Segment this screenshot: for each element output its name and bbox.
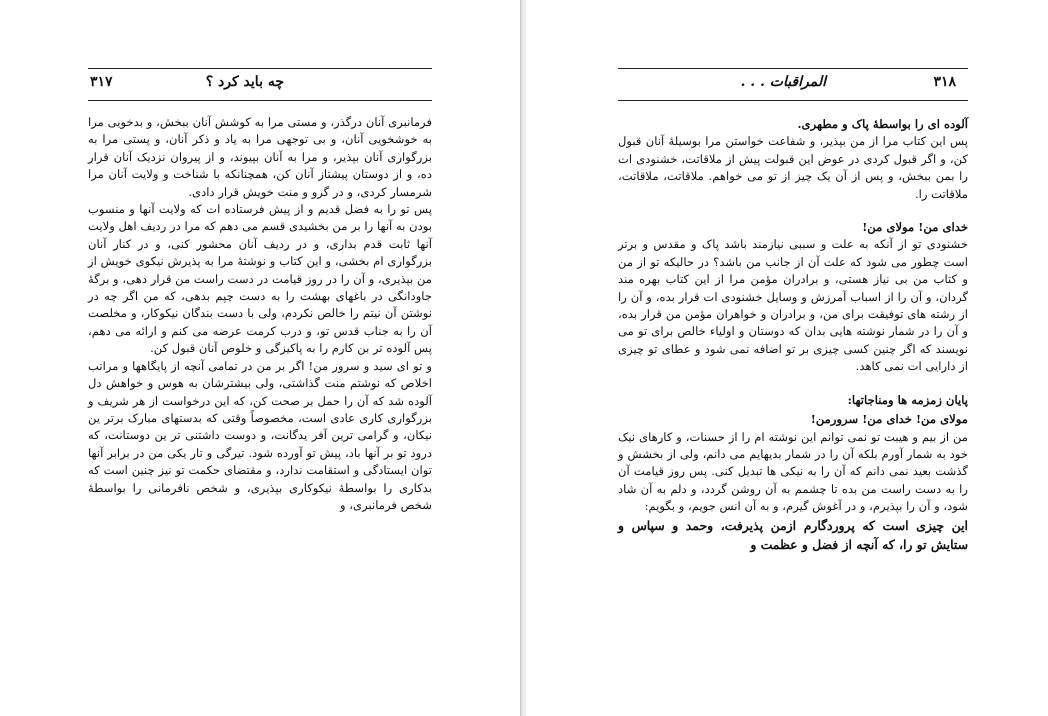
running-header: المراقبات . . . <box>740 74 826 90</box>
header-bottom-rule <box>618 100 968 101</box>
paragraph: خشنودی تو از آنکه به علت و سببی نیازمند باشد پاک و مقدس و برتر است چطور می شود که علت آن از جانب من باشد؟ در حالیکه تو از من و کتاب من بی نیاز هستی، و برادران مؤمن مرا از این کتاب بهره مند گردان، و آن را از اسباب آمرزش و وسایل خشنودی ات قرار بده، و آن را از رشته های توفیقت برای من، و برادران و خواهران مؤمن من قرار بده، و آن را در شمار نوشته هایی بدان که دوستان و اولیاء خالص برای تو می نویسند که اگر چنین کسی چیزی بر تو اضافه نمی شود و عطای تو چیزی از دارایی ات نمی کاهد. <box>618 237 968 374</box>
paragraph: من از بیم و هیبت تو نمی توانم این نوشته ام را از حسنات، و کارهای نیک خود به شمار آورم بلکه آن را در شمار بدیهایم می دانم، ولی از بخشش و گذشت بعید نمی دانم که آن را به نیکی ها تبدیل کنی. پس روز قیامت آن را به دست راست من بده تا چشمم به آن روشن گردد، و دلم به آن شاد شود، و آن را بپذیرم، و در آغوش گیرم، و به آن انس جویم، و بگویم: <box>618 429 968 514</box>
right-page <box>526 0 1048 716</box>
paragraph: فرمانبری آنان درگذر، و مستی مرا به کوشش آنان ببخش، و بدخویی مرا به خوشخویی آنان، و بی توجهی مرا به یاد و ذکر آنان، و پستی مرا به بزرگواری آنان بپذیر، و مرا به آنان بپیوند، و از پیروان نزدیک آنان قرار ده، و از دوستان پیشتاز آنان کن، همچنانکه با شناخت و ولایت آنان مرا شرمسار کردی، و در گرو و منت خویش قرار دادی. <box>88 115 432 199</box>
header-bottom-rule <box>88 100 432 101</box>
header-top-rule <box>618 68 968 69</box>
page-number: ۳۱۸ <box>933 74 956 90</box>
page-body <box>618 114 968 554</box>
paragraph: و تو ای سید و سرور من! اگر بر من در تمامی آنچه از پایگاهها و مراتب اخلاص که نوشتم منت گذاشتی، ولی بیشترشان به هوس و خواهش دل آلوده شد که آن را حمل بر صحت کن، که این درخواست از هر شریف و بزرگواری کاری عادی است، مخصوصاً وقتی که بدستهای مبارک برتر ین نیکان، و گرامی ترین آفر یدگانت، و دوست داشتنی تر ین دوستانت، که درود تو بر آنها باد، پیش تو آورده شود. تیرگی و تار یکی من در برابر آنها توان ایستادگی و استقامت ندارد، و مقتضای حکمت تو نیز چنین است که بدکاری را بواسطهٔ نیکوکاری بپذیری، و شخص نافرمانی را بواسطهٔ شخص فرمانبری، و <box>88 358 432 512</box>
header-top-rule <box>88 68 432 69</box>
page-body <box>88 114 432 514</box>
paragraph-opening: آلوده ای را بواسطهٔ پاک و مطهری. <box>797 117 968 131</box>
page-number: ۳۱۷ <box>90 74 113 90</box>
section-heading: پایان زمزمه ها ومناجاتها: <box>847 392 968 407</box>
section-subheading: مولای من! خدای من! سرورمن! <box>810 412 968 427</box>
paragraph: پس تو را به فضل قدیم و از پیش فرستاده ات که ولایت آنها و منسوب بودن به آنها را بر من بخشیدی قسم می دهم که مرا در ردیف اهل ولایت آنها ثابت قدم بداری، و در ردیف آنان محشور کنی، و در کنار آنان بزرگواری ام بخشی، و این کتاب و نوشتهٔ مرا به پذیرش نیکوی خویش از من بپذیری، و آن را در روز قیامت در دست راست من قرار دهی، و برگهٔ جاودانگی در باغهای بهشت را به دست چپم بدهی، که من اگر چه در نوشتن آن نیتم را خالص نکردم، ولی با دست بندگان نیکوکار، و مخلصت آن را به جناب قدس تو، و درب کرمت عرضه می کنم و ارائه می دهم، پس آلوده تر بن کارم را به پاکیزگی و خلوص آنان قبول کن. <box>88 202 432 356</box>
paragraph: پس این کتاب مرا از من بپذیر، و شفاعت خواستن مرا بوسیلهٔ آنان قبول کن، و اگر قبول کردی در عوض این قبولت پیش از ملاقاتت، خشنودی ات را بمن ببخش، و پس از آن یک چیز از تو می خواهم. ملاقاتت، ملاقاتت، ملاقاتت را. <box>618 134 968 201</box>
left-page <box>0 0 520 716</box>
running-header: چه باید کرد ؟ <box>205 74 284 90</box>
bold-closing-text: این چیزی است که پروردگارم ازمن پذیرفت، وحمد و سپاس و ستایش تو را، که آنچه از فضل و عظمت و <box>618 517 968 552</box>
section-heading: خدای من! مولای من! <box>862 220 968 235</box>
